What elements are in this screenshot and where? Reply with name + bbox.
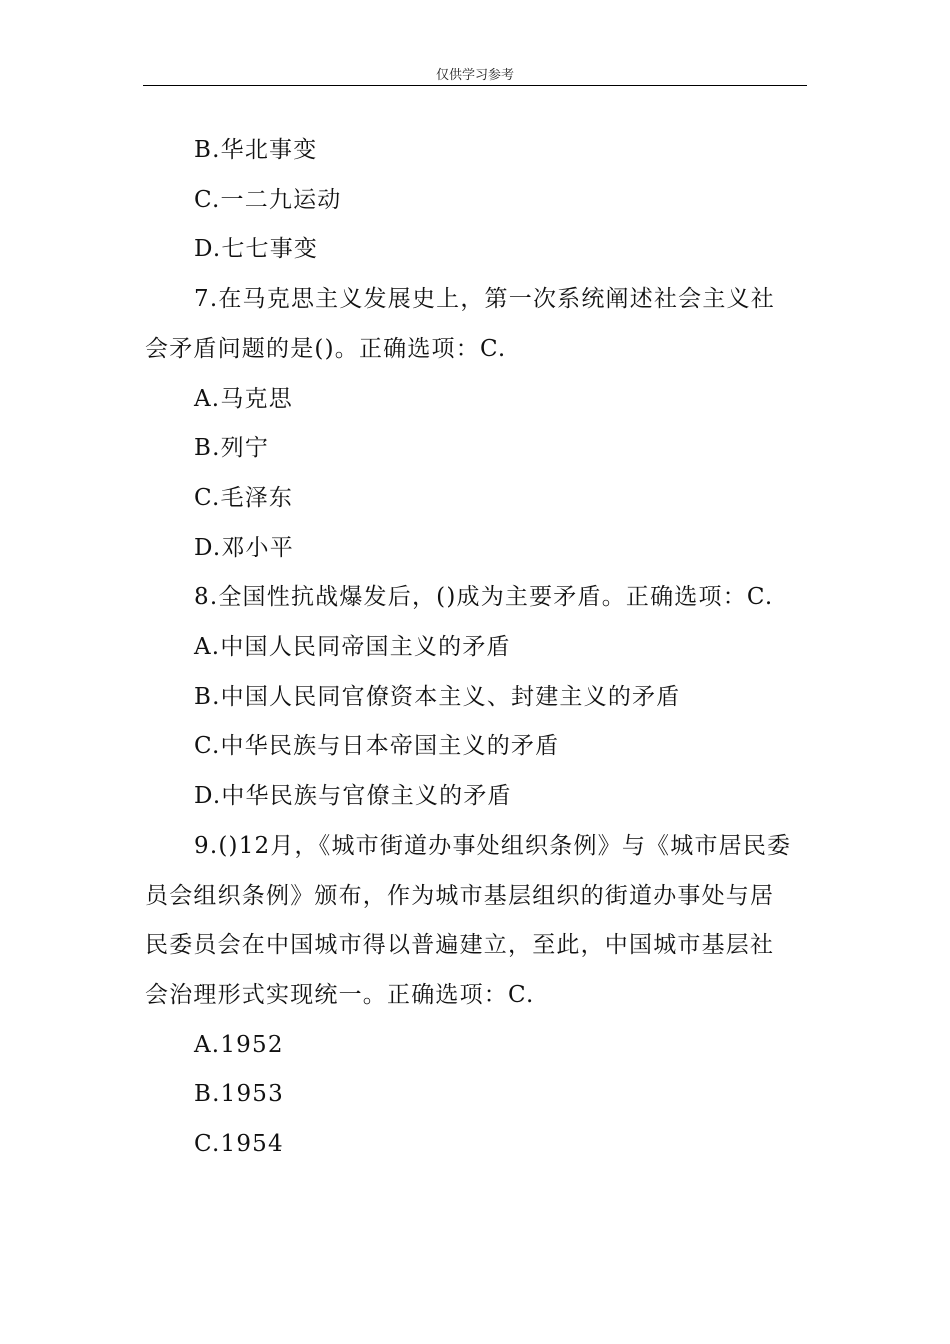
option-line: B.中国人民同官僚资本主义、封建主义的矛盾 xyxy=(194,683,681,710)
option-line: D.邓小平 xyxy=(194,534,294,561)
option-line: A.马克思 xyxy=(194,385,293,412)
page-header: 仅供学习参考 xyxy=(435,68,514,83)
document-body xyxy=(145,126,795,1170)
option-line: D.七七事变 xyxy=(194,236,319,263)
question-paragraph: 9.()12月，《城市街道办事处组织条例》与《城市居民委员会组织条例》颁布，作为城市基层组织的街道办事处与居民委员会在中国城市得以普遍建立，至此，中国城市基层社会治理形式实现统一。正确选项：C. xyxy=(145,832,792,1008)
option-line: A.1952 xyxy=(194,1031,284,1058)
option-line: B.1953 xyxy=(194,1081,284,1108)
option-line: B.列宁 xyxy=(194,435,270,462)
header-divider xyxy=(143,85,807,86)
option-line: C.中华民族与日本帝国主义的矛盾 xyxy=(194,733,560,760)
question-paragraph: 8.全国性抗战爆发后，()成为主要矛盾。正确选项：C. xyxy=(194,584,774,611)
option-line: B.华北事变 xyxy=(194,137,318,163)
option-line: A.中国人民同帝国主义的矛盾 xyxy=(194,634,511,661)
option-line: C.一二九运动 xyxy=(194,186,342,213)
option-line: C.毛泽东 xyxy=(194,484,294,511)
question-paragraph: 7.在马克思主义发展史上，第一次系统阐述社会主义社会矛盾问题的是()。正确选项：C. xyxy=(145,286,775,362)
option-line: C.1954 xyxy=(194,1131,284,1158)
option-line: D.中华民族与官僚主义的矛盾 xyxy=(194,783,512,810)
